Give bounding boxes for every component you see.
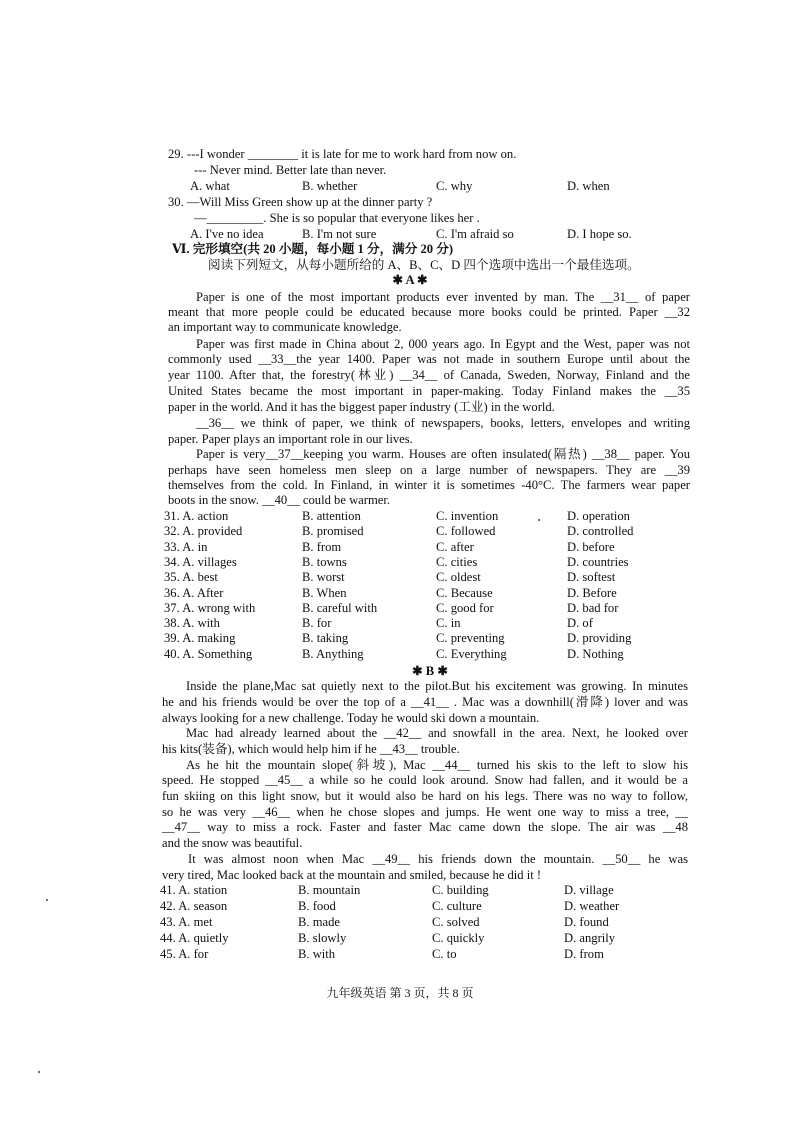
option-b-cell: D. angrily bbox=[564, 931, 616, 945]
option-b-cell: C. solved bbox=[432, 915, 480, 929]
q29-stem: 29. ---I wonder ________ it is late for me to work hard from now on. bbox=[168, 147, 517, 161]
option-a-cell: C. after bbox=[436, 539, 474, 554]
q30-option-d: D. I hope so. bbox=[567, 227, 632, 241]
option-a-cell: B. for bbox=[302, 616, 332, 631]
section-title: Ⅵ. 完形填空(共 20 小题，每小题 1 分，满分 20 分) bbox=[172, 242, 454, 256]
scan-speck bbox=[46, 899, 48, 901]
option-b-cell: D. village bbox=[564, 883, 614, 897]
q30-option-c: C. I'm afraid so bbox=[436, 227, 514, 241]
option-a-cell: B. worst bbox=[302, 570, 345, 585]
q30-reply: —_________. She is so popular that everyone likes her . bbox=[194, 211, 480, 225]
option-a-cell: D. Nothing bbox=[567, 646, 624, 661]
option-a-cell: B. promised bbox=[302, 524, 364, 539]
option-a-cell: C. good for bbox=[436, 600, 494, 615]
scan-speck bbox=[38, 1071, 40, 1073]
option-a-cell: C. Everything bbox=[436, 646, 507, 661]
option-a-cell: 31. A. action bbox=[164, 509, 229, 523]
passage-a-line: year 1100. After that, the forestry(林业) __34__ of Canada, Sweden, Norway, Finland and the bbox=[168, 368, 690, 382]
option-a-cell: 36. A. After bbox=[164, 585, 224, 600]
q30-option-a: A. I've no idea bbox=[190, 227, 264, 241]
passage-a-line: United States became the most important in paper-making. Today Finland makes the __35 bbox=[168, 384, 690, 398]
option-b-cell: 44. A. quietly bbox=[160, 931, 229, 945]
option-b-cell: 43. A. met bbox=[160, 915, 213, 929]
option-a-cell: D. before bbox=[567, 539, 615, 554]
option-a-cell: D. operation bbox=[567, 509, 630, 523]
passage-b-line: Inside the plane,Mac sat quietly next to the pilot.But his excitement was growing. In minutes bbox=[186, 679, 688, 693]
option-a-cell: D. controlled bbox=[567, 524, 634, 539]
option-a-cell: 34. A. villages bbox=[164, 554, 237, 569]
passage-a-line: Paper is one of the most important products ever invented by man. The __31__ of paper bbox=[196, 290, 690, 304]
passage-a-line: meant that more people could be educated because more books could be printed. Paper __32 bbox=[168, 305, 690, 319]
option-b-cell: 45. A. for bbox=[160, 947, 209, 961]
option-a-cell: D. countries bbox=[567, 554, 629, 569]
option-a-cell: 38. A. with bbox=[164, 616, 220, 631]
option-a-cell: B. towns bbox=[302, 554, 347, 569]
passage-a-line: paper. Paper plays an important role in our lives. bbox=[168, 432, 413, 446]
passage-b-line: fun skiing on this light snow, but it would also be hard on his legs. There was no way to follow, bbox=[162, 789, 688, 803]
passage-b-line: speed. He stopped __45__ a while so he could look around. Snow had fallen, and it would be a bbox=[162, 773, 688, 787]
option-b-cell: B. mountain bbox=[298, 883, 361, 897]
passage-a-line: boots in the snow. __40__ could be warmer. bbox=[168, 493, 390, 507]
passage-b-line: very tired, Mac looked back at the mountain and smiled, because he did it ! bbox=[162, 868, 542, 882]
option-a-cell: C. oldest bbox=[436, 570, 481, 585]
option-a-cell: C. invention bbox=[436, 509, 499, 523]
option-b-cell: D. found bbox=[564, 915, 609, 929]
option-a-cell: 37. A. wrong with bbox=[164, 600, 256, 615]
option-a-cell: 33. A. in bbox=[164, 539, 208, 554]
option-b-cell: D. from bbox=[564, 947, 604, 961]
option-a-cell: 40. A. Something bbox=[164, 646, 253, 661]
passage-b-heading: ✱ B ✱ bbox=[412, 664, 448, 678]
option-a-cell: D. softest bbox=[567, 570, 616, 585]
option-b-cell: B. with bbox=[298, 947, 336, 961]
option-b-cell: 42. A. season bbox=[160, 899, 228, 913]
option-b-cell: C. quickly bbox=[432, 931, 485, 945]
option-b-cell: C. to bbox=[432, 947, 457, 961]
q29-option-b: B. whether bbox=[302, 179, 358, 193]
passage-a-heading: ✱ A ✱ bbox=[392, 273, 428, 287]
option-a-cell: B. from bbox=[302, 539, 342, 554]
option-b-cell: C. culture bbox=[432, 899, 482, 913]
option-b-cell: B. made bbox=[298, 915, 340, 929]
q29-option-d: D. when bbox=[567, 179, 610, 193]
option-a-cell: C. cities bbox=[436, 554, 478, 569]
q30-option-b: B. I'm not sure bbox=[302, 227, 377, 241]
option-a-cell: B. careful with bbox=[302, 600, 378, 615]
q29-option-c: C. why bbox=[436, 179, 473, 193]
option-a-cell: D. Before bbox=[567, 585, 617, 600]
q29-option-a: A. what bbox=[190, 179, 230, 193]
option-b-cell: 41. A. station bbox=[160, 883, 228, 897]
passage-b-line: always looking for a new challenge. Today he would ski down a mountain. bbox=[162, 711, 540, 725]
option-a-cell: B. attention bbox=[302, 509, 361, 523]
q29-reply: --- Never mind. Better late than never. bbox=[194, 163, 387, 177]
page-footer: 九年级英语 第 3 页，共 8 页 bbox=[326, 986, 474, 1000]
passage-b-line: As he hit the mountain slope(斜坡), Mac __44__ turned his skis to the left to slow his bbox=[186, 758, 688, 772]
passage-a-line: __36__ we think of paper, we think of newspapers, books, letters, envelopes and writing bbox=[196, 416, 690, 430]
passage-a-line: paper in the world. And it has the biggest paper industry (工业) in the world. bbox=[168, 400, 555, 414]
passage-b-line: It was almost noon when Mac __49__ his friends down the mountain. __50__ he was bbox=[188, 852, 688, 866]
option-a-cell: D. of bbox=[567, 616, 593, 631]
passage-a-line: an important way to communicate knowledge. bbox=[168, 320, 402, 334]
section-instruction: 阅读下列短文，从每小题所给的 A、B、C、D 四个选项中选出一个最佳选项。 bbox=[208, 258, 640, 272]
option-a-cell: C. Because bbox=[436, 585, 493, 600]
passage-a-line: perhaps have seen homeless men sleep on a large number of newspapers. They are __39 bbox=[168, 463, 690, 477]
q30-stem: 30. —Will Miss Green show up at the dinner party ? bbox=[168, 195, 433, 209]
option-a-cell: B. Anything bbox=[302, 646, 364, 661]
passage-a-line: Paper is very__37__keeping you warm. Houses are often insulated(隔热) __38__ paper. You bbox=[196, 447, 690, 461]
option-a-cell: B. When bbox=[302, 585, 347, 600]
option-a-cell: D. providing bbox=[567, 631, 632, 646]
option-b-cell: B. slowly bbox=[298, 931, 347, 945]
option-a-cell: C. in bbox=[436, 616, 461, 631]
option-a-cell: C. preventing bbox=[436, 631, 505, 646]
option-a-cell: 32. A. provided bbox=[164, 524, 243, 539]
passage-a-line: themselves from the cold. In Finland, in winter it is sometimes -40°C. The farmers wear paper bbox=[168, 478, 690, 492]
scan-speck bbox=[538, 519, 540, 521]
passage-b-line: Mac had already learned about the __42__ and snowfall in the area. Next, he looked over bbox=[186, 726, 688, 740]
passage-b-line: he and his friends would be over the top of a __41__ . Mac was a downhill(滑降) lover and was bbox=[162, 695, 688, 709]
option-b-cell: B. food bbox=[298, 899, 336, 913]
passage-a-line: Paper was first made in China about 2, 000 years ago. In Egypt and the West, paper was not bbox=[196, 337, 690, 351]
passage-b-line: and the snow was beautiful. bbox=[162, 836, 303, 850]
passage-a-line: commonly used __33__the year 1400. Paper was not made in southern Europe until about the bbox=[168, 352, 690, 366]
passage-b-line: his kits(装备), which would help him if he __43__ trouble. bbox=[162, 742, 460, 756]
option-a-cell: 35. A. best bbox=[164, 570, 218, 585]
passage-b-line: so he was very __46__ when he chose slopes and jumps. He went one way to miss a tree, __ bbox=[162, 805, 688, 819]
option-a-cell: C. followed bbox=[436, 524, 496, 539]
passage-b-line: __47__ way to miss a rock. Faster and faster Mac came down the slope. The air was __48 bbox=[162, 820, 688, 834]
option-a-cell: B. taking bbox=[302, 631, 349, 646]
option-b-cell: D. weather bbox=[564, 899, 620, 913]
option-a-cell: D. bad for bbox=[567, 600, 619, 615]
option-b-cell: C. building bbox=[432, 883, 489, 897]
option-a-cell: 39. A. making bbox=[164, 631, 236, 646]
